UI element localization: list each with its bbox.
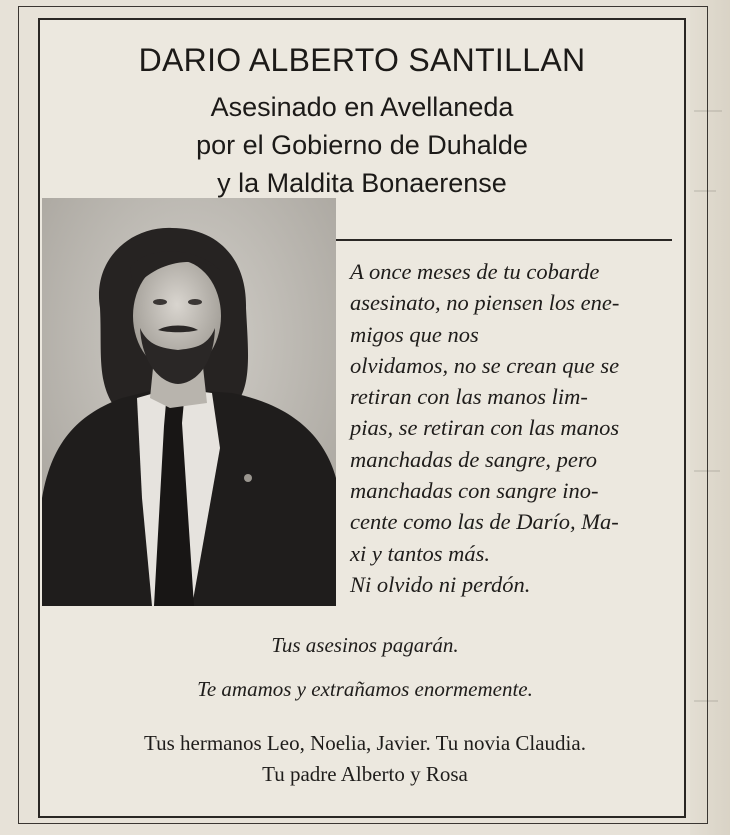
poem-line: A once meses de tu cobarde: [350, 259, 600, 284]
poem-line: xi y tantos más.: [350, 540, 490, 566]
signature-line: Tus hermanos Leo, Noelia, Javier. Tu novia Claudia.: [144, 731, 586, 755]
poem-line: retiran con las manos lim-: [350, 384, 588, 410]
poem-line: manchadas con sangre ino-: [350, 478, 599, 504]
poem-line: asesinato, no piensen los ene-: [350, 290, 620, 316]
poem-line: olvidamos, no se crean que se: [350, 352, 620, 378]
closing-line: Te amamos y extrañamos enormemente.: [197, 677, 533, 701]
section-divider: [336, 239, 672, 241]
poem-line: pias, se retiran con las manos: [350, 415, 620, 441]
portrait-photo: [42, 198, 336, 606]
notice-title: DARIO ALBERTO SANTILLAN: [138, 42, 586, 78]
portrait-image: [42, 198, 336, 606]
closing-line: Tus asesinos pagarán.: [271, 633, 459, 657]
poem-text: [350, 256, 690, 600]
poem-line: migos que nos: [350, 321, 479, 347]
poem-line: manchadas de sangre, pero: [350, 446, 598, 472]
poem-line: cente como las de Darío, Ma-: [350, 509, 619, 535]
notice-subtitle-line: y la Maldita Bonaerense: [217, 168, 507, 198]
poem-line: Ni olvido ni perdón.: [350, 571, 531, 597]
notice-subtitle-line: Asesinado en Avellaneda: [210, 92, 514, 122]
signature-line: Tu padre Alberto y Rosa: [262, 762, 468, 786]
notice-subtitle-line: por el Gobierno de Duhalde: [196, 130, 528, 160]
